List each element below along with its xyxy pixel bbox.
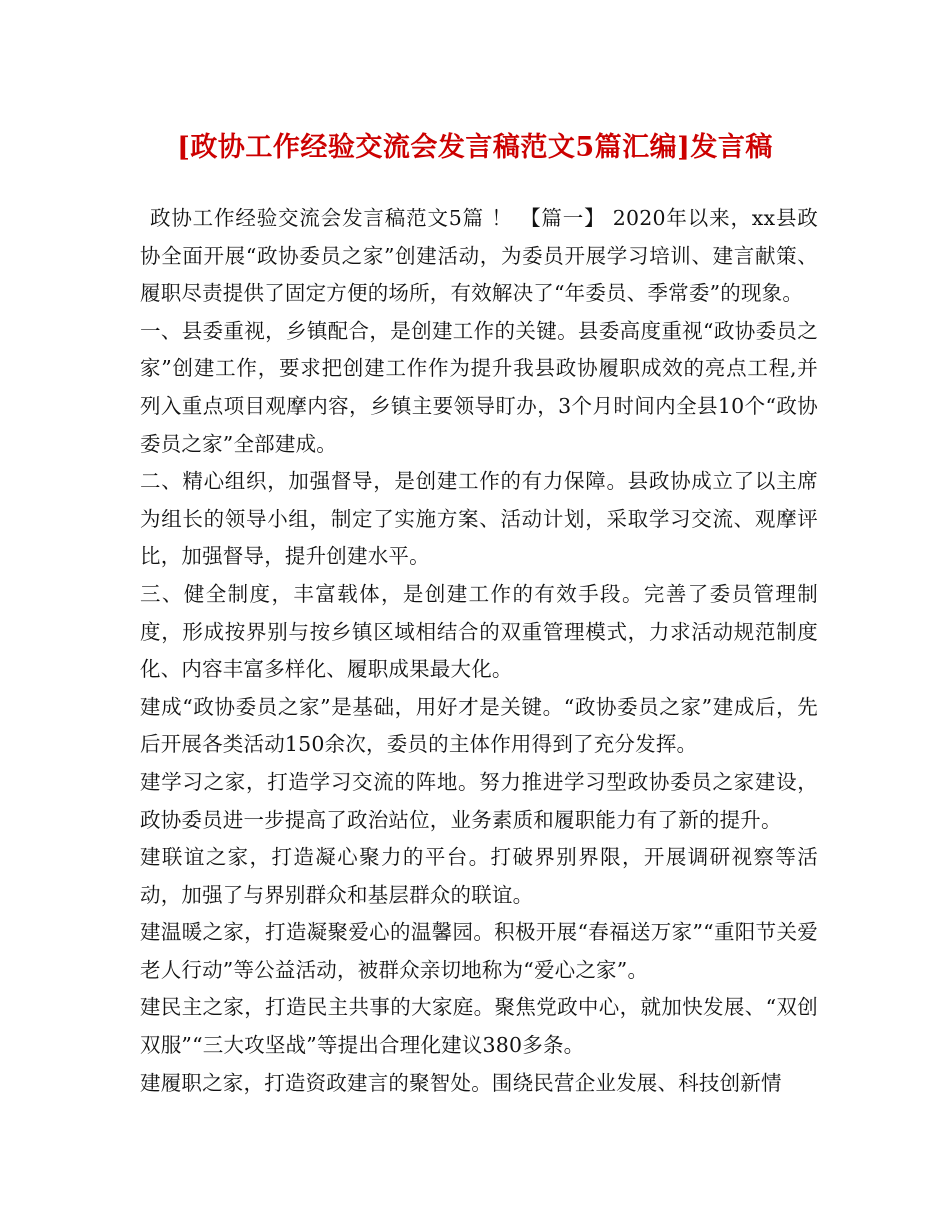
paragraph-democracy-home: 建民主之家，打造民主共事的大家庭。聚焦党政中心，就加快发展、“双创双服”“三大攻坚战”等提出合理化建议380多条。 bbox=[140, 995, 818, 1058]
paragraph-section-1: 一、县委重视，乡镇配合，是创建工作的关键。县委高度重视“政协委员之家”创建工作，要求把创建工作作为提升我县政协履职成效的亮点工程,并列入重点项目观摩内容，乡镇主要领导盯办，3个月时间内全县10个“政协委员之家”全部建成。 bbox=[140, 318, 818, 456]
paragraph-intro: 政协工作经验交流会发言稿范文5篇 ！ 【篇一】 2020年以来，xx县政协全面开展“政协委员之家”创建活动，为委员开展学习培训、建言献策、履职尽责提供了固定方便的场所，有效解决了“年委员、季常委”的现象。 bbox=[140, 206, 818, 306]
paragraph-section-3: 三、健全制度，丰富载体，是创建工作的有效手段。完善了委员管理制度，形成按界别与按乡镇区域相结合的双重管理模式，力求活动规范制度化、内容丰富多样化、履职成果最大化。 bbox=[140, 581, 818, 682]
document-title: [政协工作经验交流会发言稿范文5篇汇编]发言稿 bbox=[177, 132, 773, 163]
paragraph-duty-home: 建履职之家，打造资政建言的聚智处。围绕民营企业发展、科技创新情 bbox=[140, 1070, 782, 1095]
paragraph-study-home: 建学习之家，打造学习交流的阵地。努力推进学习型政协委员之家建设，政协委员进一步提高了政治站位，业务素质和履职能力有了新的提升。 bbox=[140, 769, 818, 832]
paragraph-foundation: 建成“政协委员之家”是基础，用好才是关键。“政协委员之家”建成后，先后开展各类活动150余次，委员的主体作用得到了充分发挥。 bbox=[140, 694, 818, 757]
paragraph-warm-home: 建温暖之家，打造凝聚爱心的温馨园。积极开展“春福送万家”“重阳节关爱老人行动”等公益活动，被群众亲切地称为“爱心之家”。 bbox=[140, 920, 818, 982]
document-body bbox=[140, 200, 818, 1102]
paragraph-fellowship-home: 建联谊之家，打造凝心聚力的平台。打破界别界限，开展调研视察等活动，加强了与界别群众和基层群众的联谊。 bbox=[140, 845, 818, 907]
paragraph-section-2: 二、精心组织，加强督导，是创建工作的有力保障。县政协成立了以主席为组长的领导小组，制定了实施方案、活动计划，采取学习交流、观摩评比，加强督导，提升创建水平。 bbox=[140, 469, 818, 569]
